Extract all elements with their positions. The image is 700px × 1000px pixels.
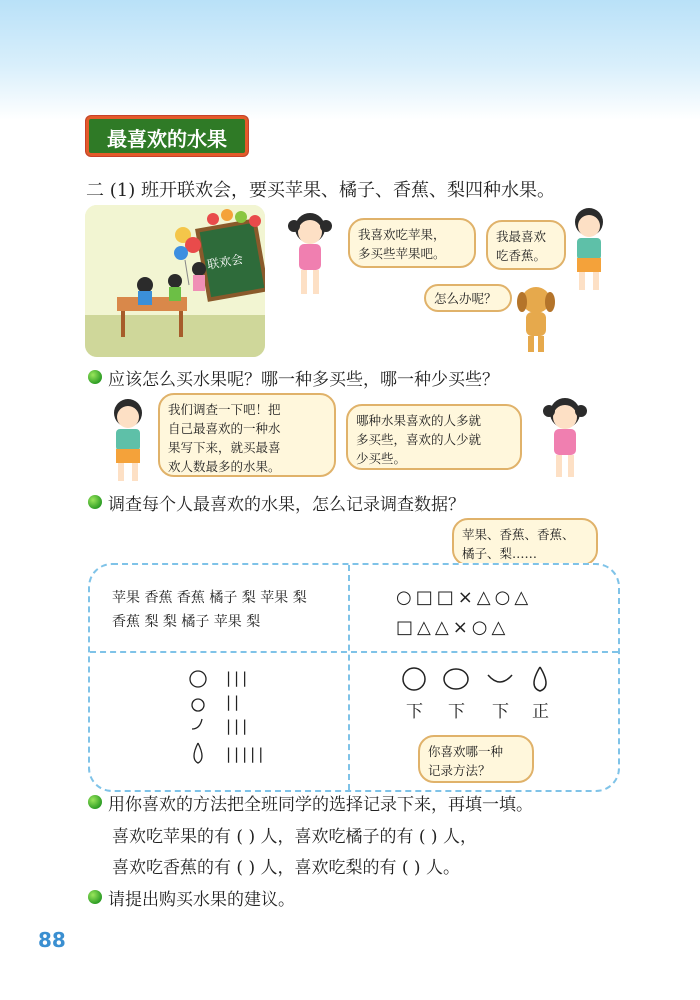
bubble-line: 怎么办呢？ (434, 291, 497, 306)
bullet-dot (88, 890, 102, 904)
bubble-line: 记录方法？ (428, 763, 491, 778)
section-title: 最喜欢的水果 (107, 127, 227, 151)
classroom-drawing (85, 205, 265, 357)
bubble-line: 哪种水果喜欢的人多就 (356, 413, 482, 428)
bubble-line: 多买些苹果吧。 (358, 246, 446, 261)
speech-bubble-ask-method (418, 735, 534, 783)
boy-character-top (566, 202, 612, 294)
orange-icon (444, 669, 468, 689)
banana-tally: ||| (226, 717, 251, 735)
speech-bubble-boy-top (486, 220, 566, 270)
bubble-line: 自己最喜欢的一种水 (168, 421, 281, 436)
speech-bubble-fruit-list (452, 518, 598, 566)
shape-record-line: ○□□×△○△ (396, 587, 533, 608)
section-title-box (86, 116, 248, 156)
board-text: 联欢会 (206, 251, 245, 273)
bullet-dot (88, 795, 102, 809)
orange-zheng: 下 (448, 702, 465, 722)
pear-zheng: 正 (532, 702, 549, 722)
banana-zheng: 下 (492, 702, 509, 722)
panel-divider-v (348, 565, 350, 790)
bubble-line: 我喜欢吃苹果， (358, 227, 446, 242)
word-record-line: 苹果 香蕉 香蕉 橘子 梨 苹果 梨 (112, 590, 307, 606)
page-number: 88 (38, 928, 66, 952)
shape-record-line: □△△×○△ (396, 617, 510, 638)
question-1: 应该怎么买水果呢？哪一种多买些，哪一种少买些？ (108, 370, 499, 390)
orange-tally: || (226, 693, 243, 711)
question-2: 调查每个人最喜欢的水果，怎么记录调查数据？ (108, 495, 465, 515)
bubble-line: 少买些。 (356, 451, 407, 466)
bubble-line: 苹果、香蕉、香蕉、 (462, 527, 575, 542)
pear-icon (194, 743, 202, 763)
dog-character (512, 282, 562, 356)
bubble-line: 我最喜欢 (496, 229, 547, 244)
question-4: 请提出购买水果的建议。 (108, 890, 295, 910)
fruit-tally-icons (186, 667, 210, 767)
apple-tally: ||| (226, 669, 251, 687)
bubble-line: 多买些，喜欢的人少就 (356, 432, 482, 447)
apple-icon (190, 671, 206, 687)
girl-character-mid (540, 393, 590, 485)
orange-icon (192, 699, 204, 711)
fill-line-1: 喜欢吃苹果的有 ( ) 人，喜欢吃橘子的有 ( ) 人， (112, 827, 477, 847)
fruit-header-icons (400, 665, 560, 693)
apple-zheng: 下 (406, 702, 423, 722)
classroom-illustration (85, 205, 265, 357)
speech-bubble-girl-mid (346, 404, 522, 470)
fill-line-2: 喜欢吃香蕉的有 ( ) 人，喜欢吃梨的有 ( ) 人。 (112, 858, 460, 878)
speech-bubble-dog (424, 284, 512, 312)
record-methods-panel (88, 563, 620, 792)
bubble-line: 吃香蕉。 (496, 248, 547, 263)
speech-bubble-girl-top (348, 218, 476, 268)
banana-icon (192, 719, 202, 729)
apple-icon (403, 668, 425, 690)
bullet-dot (88, 495, 102, 509)
bubble-line: 橘子、梨…… (462, 546, 538, 561)
girl-character-top (285, 208, 335, 300)
header-band (0, 0, 700, 120)
bubble-line: 我们调查一下吧！把 (168, 402, 281, 417)
bubble-line: 欢人数最多的水果。 (168, 459, 281, 474)
banana-icon (488, 675, 512, 682)
pear-tally: ||||| (226, 745, 267, 763)
bubble-line: 你喜欢哪一种 (428, 744, 504, 759)
pear-icon (534, 667, 546, 691)
word-record-line: 香蕉 梨 梨 橘子 苹果 梨 (112, 614, 261, 630)
speech-bubble-boy-mid (158, 393, 336, 477)
question-3: 用你喜欢的方法把全班同学的选择记录下来，再填一填。 (108, 795, 533, 815)
boy-character-mid (104, 393, 152, 485)
intro-text: 二 (1) 班开联欢会，要买苹果、橘子、香蕉、梨四种水果。 (86, 180, 555, 201)
bubble-line: 果写下来，就买最喜 (168, 440, 281, 455)
panel-divider-h (90, 651, 618, 653)
bullet-dot (88, 370, 102, 384)
